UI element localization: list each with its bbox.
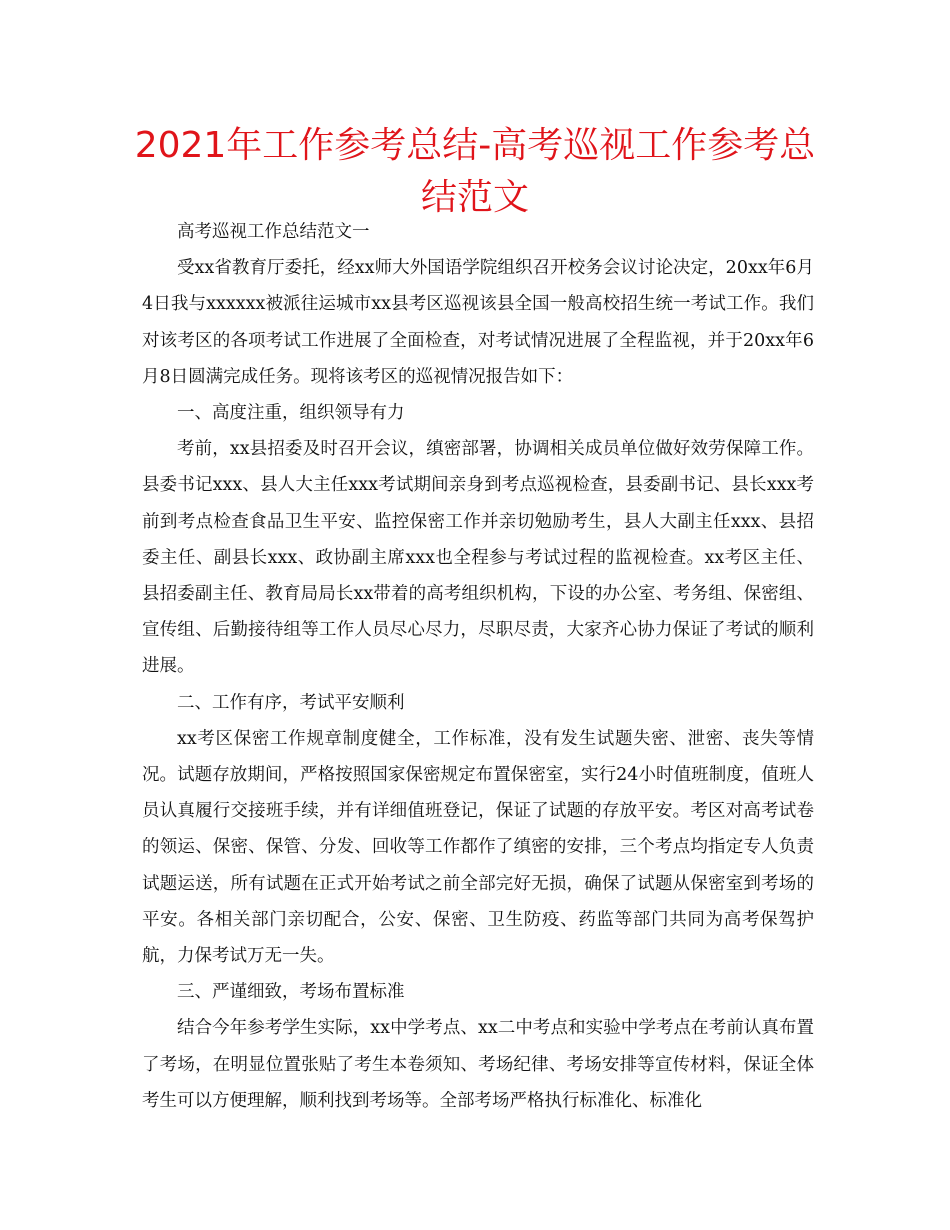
document-title: 2021年工作参考总结-高考巡视工作参考总结范文: [134, 125, 816, 218]
section-heading: 二、工作有序，考试平安顺利: [177, 692, 405, 713]
section-heading: 一、高度注重，组织领导有力: [177, 403, 405, 424]
paragraph: 受xx省教育厅委托，经xx师大外国语学院组织召开校务会议讨论决定，20xx年6月4日我与xxxxxx被派往运城市xx县考区巡视该县全国一般高校招生统一考试工作。我们对该考区的各项考试工作进展了全面检查，对考试情况进展了全程监视，并于20xx年6月8日圆满完成任务。现将该考区的巡视情况报告如下：: [142, 258, 814, 387]
section-heading: 三、严谨细致，考场布置标准: [177, 982, 405, 1003]
paragraph: xx考区保密工作规章制度健全，工作标准，没有发生试题失密、泄密、丧失等情况。试题存放期间，严格按照国家保密规定布置保密室，实行24小时值班制度，值班人员认真履行交接班手续，并有详细值班登记，保证了试题的存放平安。考区对高考试卷的领运、保密、保管、分发、回收等工作都作了缜密的安排，三个考点均指定专人负责试题运送，所有试题在正式开始考试之前全部完好无损，确保了试题从保密室到考场的平安。各相关部门亲切配合，公安、保密、卫生防疫、药监等部门共同为高考保驾护航，力保考试万无一失。: [142, 728, 814, 967]
paragraph: 结合今年参考学生实际，xx中学考点、xx二中考点和实验中学考点在考前认真布置了考场，在明显位置张贴了考生本卷须知、考场纪律、考场安排等宣传材料，保证全体考生可以方便理解，顺利找到考场等。全部考场严格执行标准化、标准化: [142, 1018, 814, 1111]
section-heading: 高考巡视工作总结范文一: [177, 222, 370, 242]
paragraph: 考前，xx县招委及时召开会议，缜密部署，协调相关成员单位做好效劳保障工作。县委书记xxx、县人大主任xxx考试期间亲身到考点巡视检查，县委副书记、县长xxx考前到考点检查食品卫生平安、监控保密工作并亲切勉励考生，县人大副主任xxx、县招委主任、副县长xxx、政协副主席xxx也全程参与考试过程的监视检查。xx考区主任、县招委副主任、教育局局长xx带着的高考组织机构，下设的办公室、考务组、保密组、宣传组、后勤接待组等工作人员尽心尽力，尽职尽责，大家齐心协力保证了考试的顺利进展。: [142, 439, 814, 677]
document-body: [142, 214, 814, 1119]
